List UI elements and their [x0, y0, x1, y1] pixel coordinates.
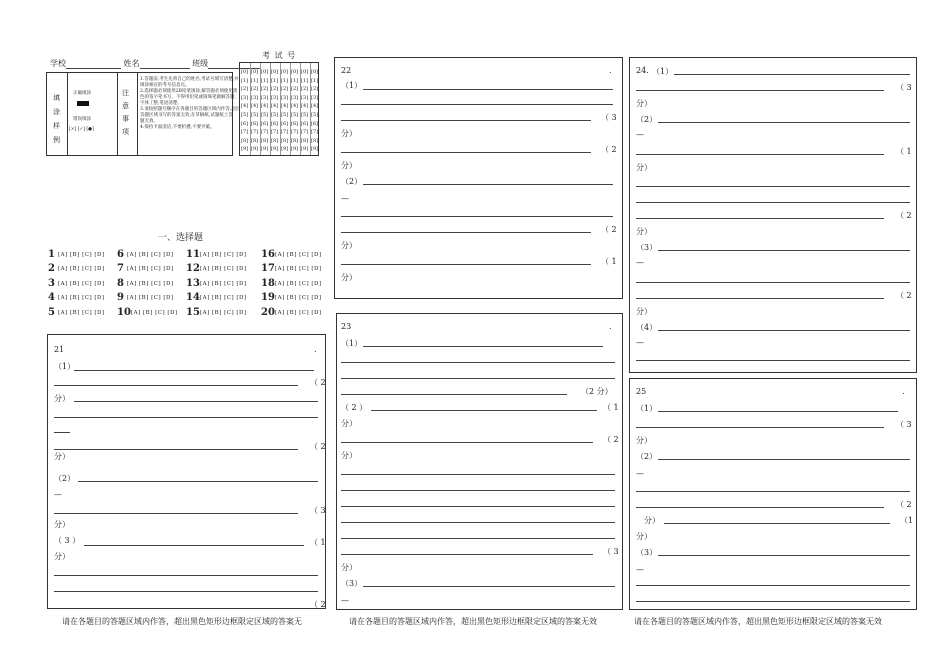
exam-no-bubble[interactable]: [6] — [311, 120, 319, 127]
exam-no-bubble[interactable]: [4] — [281, 103, 289, 110]
exam-no-bubble[interactable]: [7] — [241, 129, 249, 136]
choice-question-number: 1 — [48, 249, 55, 260]
correct-fill-mark — [77, 101, 89, 106]
answer-line[interactable] — [363, 586, 615, 587]
exam-no-bubble[interactable]: [7] — [301, 129, 309, 136]
exam-no-bubble[interactable]: [2] — [261, 86, 269, 93]
exam-no-bubble[interactable]: [9] — [301, 146, 309, 153]
exam-no-bubble[interactable]: [9] — [271, 146, 279, 153]
q25-box: 25 . （1） （ 3 分） （2） — （ 2 分） （1 分） （3） — — [629, 378, 917, 610]
q21-part1: （1） — [54, 362, 76, 371]
answer-line[interactable] — [341, 378, 615, 379]
choice-question-number: 17 — [261, 263, 275, 274]
exam-no-bubble[interactable]: [4] — [291, 103, 299, 110]
exam-no-bubble[interactable]: [3] — [261, 94, 269, 101]
exam-no-bubble[interactable]: [0] — [261, 69, 269, 75]
answer-line[interactable] — [341, 442, 593, 443]
answer-line[interactable] — [341, 232, 591, 233]
answer-line[interactable] — [84, 545, 304, 546]
q23-number: 23 — [341, 322, 352, 331]
exam-no-bubble[interactable]: [4] — [301, 103, 309, 110]
answer-line[interactable] — [341, 104, 613, 105]
answer-line[interactable] — [636, 427, 884, 428]
exam-no-bubble[interactable]: [9] — [261, 146, 269, 153]
choice-question-number: 18 — [261, 278, 275, 289]
exam-no-bubble[interactable]: [3] — [241, 94, 249, 101]
exam-no-bubble[interactable]: [2] — [251, 86, 259, 93]
answer-line[interactable] — [341, 152, 591, 153]
exam-no-bubble[interactable]: [3] — [311, 94, 319, 101]
exam-no-bubble[interactable]: [8] — [251, 137, 259, 144]
exam-no-bubble[interactable]: [5] — [291, 112, 299, 118]
choice-options[interactable]: [A] [B] [C] [D] — [58, 310, 105, 316]
answer-line[interactable] — [636, 218, 884, 219]
exam-no-bubble[interactable]: [5] — [281, 112, 289, 118]
footer-left: 请在各题目的答题区域内作答，超出黑色矩形边框限定区域的答案无 — [62, 617, 302, 626]
answer-line[interactable] — [341, 522, 615, 523]
answer-line[interactable] — [664, 523, 890, 524]
exam-no-bubble[interactable]: [8] — [311, 137, 319, 144]
exam-no-bubble[interactable]: [3] — [271, 94, 279, 101]
q25-number: 25 — [636, 387, 647, 396]
answer-line[interactable] — [636, 202, 910, 203]
exam-no-bubble[interactable]: [2] — [311, 86, 319, 93]
choice-question-number: 7 — [117, 263, 124, 274]
answer-line[interactable] — [74, 370, 314, 371]
choice-title: 一、选择题 — [158, 233, 204, 243]
choice-options[interactable]: [A] [B] [C] [D] — [58, 252, 105, 258]
answer-line[interactable] — [341, 120, 591, 121]
answer-line[interactable] — [341, 474, 615, 475]
answer-line[interactable] — [363, 184, 613, 185]
exam-no-bubble[interactable]: [9] — [241, 146, 249, 153]
exam-no-bubble[interactable]: [8] — [241, 137, 249, 144]
choice-options[interactable]: [A] [B] [C] [D] — [58, 281, 105, 287]
answer-line[interactable] — [658, 555, 910, 556]
answer-line[interactable] — [341, 394, 567, 395]
answer-line[interactable] — [341, 490, 615, 491]
school-field[interactable] — [66, 60, 121, 69]
exam-no-bubble[interactable]: [8] — [291, 137, 299, 144]
answer-line[interactable] — [658, 250, 910, 251]
exam-no-bubble[interactable]: [1] — [241, 77, 249, 84]
exam-no-bubble[interactable]: [3] — [291, 94, 299, 101]
choice-question-number: 8 — [117, 278, 124, 289]
exam-no-bubble[interactable]: [1] — [271, 77, 279, 84]
choice-options[interactable]: [A] [B] [C] [D] — [275, 310, 322, 316]
answer-line[interactable] — [54, 449, 298, 450]
choice-question-number: 4 — [48, 292, 55, 303]
answer-line[interactable] — [54, 575, 318, 576]
name-field[interactable] — [140, 60, 190, 69]
exam-no-bubble[interactable]: [1] — [281, 77, 289, 84]
exam-no-bubble[interactable]: [5] — [311, 112, 319, 118]
exam-no-bubble[interactable]: [5] — [301, 112, 309, 118]
exam-no-bubble[interactable]: [0] — [291, 69, 299, 75]
choice-options[interactable]: [A] [B] [C] [D] — [127, 281, 174, 287]
q24-part2: （2） — [636, 115, 658, 124]
exam-no-bubble[interactable]: [0] — [301, 69, 309, 75]
exam-no-bubble[interactable]: [7] — [261, 129, 269, 136]
choice-question-number: 13 — [186, 278, 200, 289]
choice-question-number: 6 — [117, 249, 124, 260]
answer-line[interactable] — [341, 362, 615, 363]
exam-no-title: 考 试 号 — [262, 51, 297, 60]
exam-no-bubble[interactable]: [6] — [301, 120, 309, 127]
choice-question-number: 3 — [48, 278, 55, 289]
exam-no-bubble[interactable]: [2] — [241, 86, 249, 93]
exam-no-bubble[interactable]: [1] — [301, 77, 309, 84]
q25-part1: （1） — [636, 404, 658, 413]
q25-part2: （2） — [636, 452, 658, 461]
choice-question-number: 15 — [186, 307, 200, 318]
choice-question-number: 12 — [186, 263, 200, 274]
answer-line[interactable] — [54, 513, 298, 514]
exam-no-bubble[interactable]: [4] — [271, 103, 279, 110]
exam-no-bubble[interactable]: [7] — [251, 129, 259, 136]
q21-part3: （ 3 ） — [54, 536, 81, 545]
answer-line[interactable] — [636, 298, 884, 299]
q22-part2: （2） — [341, 177, 363, 186]
q24-part3: （3） — [636, 243, 658, 252]
answer-line[interactable] — [674, 74, 910, 75]
answer-line[interactable] — [658, 122, 910, 123]
q23-part1: （1） — [341, 339, 363, 348]
choice-options[interactable]: [A] [B] [C] [D] — [127, 295, 174, 301]
choice-options[interactable]: [A] [B] [C] [D] — [200, 281, 247, 287]
exam-no-bubble[interactable]: [2] — [271, 86, 279, 93]
choice-options[interactable]: [A] [B] [C] [D] — [200, 266, 247, 272]
q22-part1: （1） — [341, 81, 363, 90]
answer-line[interactable] — [636, 585, 910, 586]
exam-no-bubble[interactable]: [2] — [301, 86, 309, 93]
header-fields — [50, 58, 260, 69]
exam-no-bubble[interactable]: [6] — [251, 120, 259, 127]
exam-no-bubble[interactable]: [8] — [301, 137, 309, 144]
exam-no-bubble[interactable]: [0] — [281, 69, 289, 75]
exam-no-bubble[interactable]: [4] — [251, 103, 259, 110]
q23-part2: （ 2 ） — [341, 403, 368, 412]
exam-no-bubble[interactable]: [1] — [261, 77, 269, 84]
exam-no-bubble[interactable]: [1] — [291, 77, 299, 84]
choice-options[interactable]: [A] [B] [C] [D] — [127, 266, 174, 272]
answer-line[interactable] — [658, 411, 898, 412]
exam-no-bubble[interactable]: [5] — [251, 112, 259, 118]
footer-middle: 请在各题目的答题区域内作答，超出黑色矩形边框限定区域的答案无效 — [349, 617, 597, 626]
choice-question-number: 5 — [48, 307, 55, 318]
exam-no-bubble[interactable]: [8] — [281, 137, 289, 144]
fill-example-title: 填 涂 样 例 — [53, 94, 60, 144]
choice-options[interactable]: [A] [B] [C] [D] — [275, 281, 322, 287]
exam-no-bubble[interactable]: [4] — [261, 103, 269, 110]
answer-line[interactable] — [54, 591, 318, 592]
answer-line[interactable] — [636, 360, 910, 361]
answer-line[interactable] — [78, 481, 318, 482]
answer-line[interactable] — [54, 417, 318, 418]
answer-line[interactable] — [341, 538, 615, 539]
q24-box: 24. （1） （ 3 分） （2） — （ 1 分） （ 2 分） （3） — （ 2 分） （4） — — [629, 57, 917, 373]
choice-options[interactable]: [A] [B] [C] [D] — [200, 295, 247, 301]
exam-no-bubble[interactable]: [6] — [291, 120, 299, 127]
answer-line[interactable] — [371, 410, 597, 411]
choice-question-number: 20 — [261, 307, 275, 318]
exam-no-bubble[interactable]: [0] — [311, 69, 319, 75]
answer-line[interactable] — [636, 154, 884, 155]
answer-line[interactable] — [341, 216, 613, 217]
exam-no-bubble[interactable]: [5] — [241, 112, 249, 118]
exam-no-bubble[interactable]: [0] — [241, 69, 249, 75]
class-label: 班级 — [192, 59, 209, 68]
correct-fill-label: 正确填涂 — [73, 91, 91, 96]
q21-box: 21 . （1） （ 2 分） （ 2 分） （2） — （ 3 分） （ 3 ） （ 1 分） （ 2 — [47, 334, 326, 609]
choice-options[interactable]: [A] [B] [C] [D] — [58, 266, 105, 272]
choice-options[interactable]: [A] [B] [C] [D] — [275, 295, 322, 301]
exam-no-bubble[interactable]: [9] — [311, 146, 319, 153]
answer-line[interactable] — [658, 459, 910, 460]
choice-question-number: 11 — [186, 249, 200, 260]
answer-line[interactable] — [636, 90, 884, 91]
exam-no-bubble[interactable]: [5] — [271, 112, 279, 118]
exam-no-bubble[interactable]: [3] — [281, 94, 289, 101]
choice-options[interactable]: [A] [B] [C] [D] — [131, 310, 178, 316]
answer-line[interactable] — [636, 186, 910, 187]
exam-no-bubble[interactable]: [9] — [291, 146, 299, 153]
exam-no-bubble[interactable]: [5] — [261, 112, 269, 118]
wrong-fill-marks: [×] [✓] [●] — [69, 127, 94, 132]
choice-options[interactable]: [A] [B] [C] [D] — [200, 252, 247, 258]
school-label: 学校 — [50, 59, 66, 68]
exam-no-bubble[interactable]: [0] — [271, 69, 279, 75]
choice-options[interactable]: [A] [B] [C] [D] — [200, 310, 247, 316]
exam-no-bubble[interactable]: [1] — [251, 77, 259, 84]
choice-question-number: 19 — [261, 292, 275, 303]
exam-no-bubble[interactable]: [8] — [261, 137, 269, 144]
exam-no-bubble[interactable]: [6] — [271, 120, 279, 127]
answer-line[interactable] — [636, 507, 884, 508]
q25-part3: （3） — [636, 548, 658, 557]
instructions-box — [46, 72, 241, 156]
name-label: 姓名 — [123, 59, 140, 68]
answer-line[interactable] — [658, 330, 910, 331]
answer-line[interactable] — [636, 282, 910, 283]
q23-part3: （3） — [341, 579, 363, 588]
choice-question-number: 2 — [48, 263, 55, 274]
notes-list: 1.答题前,考生先将自己的姓名,考试号填写清楚,并 填涂相应的考号信息点。 2.选择题必须使用2B铅笔填涂,解答题必须使用黑 色的签字笔书写，不得用铅笔或圆珠笔做解答题, 字体工整,笔迹清楚。 3.请按照题号顺序在各题目的答题区域内作答,超出 答题区域书写的答案无效,在草稿纸,试题纸上答 题无效。 4.保持卡面清洁,不要折叠,不要弄破。 — [140, 77, 241, 130]
choice-question-number: 9 — [117, 292, 124, 303]
answer-line[interactable] — [636, 491, 910, 492]
exam-no-bubble[interactable]: [6] — [281, 120, 289, 127]
choice-question-number: 14 — [186, 292, 200, 303]
exam-no-bubble[interactable]: [0] — [251, 69, 259, 75]
q24-part1: （1） — [652, 67, 674, 76]
exam-no-bubble[interactable]: [3] — [251, 94, 259, 101]
exam-no-bubble[interactable]: [4] — [241, 103, 249, 110]
q21-number: 21 — [54, 345, 65, 354]
answer-line[interactable] — [636, 601, 910, 602]
exam-no-bubble[interactable]: [4] — [311, 103, 319, 110]
answer-line[interactable] — [363, 89, 613, 90]
notes-title: 注 意 事 项 — [122, 89, 129, 136]
exam-no-bubble[interactable]: [7] — [291, 129, 299, 136]
footer-right: 请在各题目的答题区域内作答，超出黑色矩形边框限定区域的答案无效 — [634, 617, 882, 626]
choice-question-number: 10 — [117, 307, 131, 318]
exam-no-bubble[interactable]: [2] — [281, 86, 289, 93]
exam-no-bubble[interactable]: [9] — [281, 146, 289, 153]
answer-line[interactable] — [341, 506, 615, 507]
exam-no-bubble[interactable]: [6] — [241, 120, 249, 127]
answer-line[interactable] — [74, 401, 318, 402]
exam-no-grid[interactable] — [239, 62, 319, 156]
choice-options[interactable]: [A] [B] [C] [D] — [275, 266, 322, 272]
answer-line[interactable] — [54, 432, 70, 433]
exam-no-bubble[interactable]: [3] — [301, 94, 309, 101]
answer-line[interactable] — [54, 385, 298, 386]
choice-options[interactable]: [A] [B] [C] [D] — [58, 295, 105, 301]
answer-line[interactable] — [341, 264, 591, 265]
wrong-fill-label: 错误填涂 — [73, 117, 91, 122]
exam-no-bubble[interactable]: [7] — [271, 129, 279, 136]
exam-no-bubble[interactable]: [1] — [311, 77, 319, 84]
exam-no-bubble[interactable]: [2] — [291, 86, 299, 93]
exam-no-bubble[interactable]: [6] — [261, 120, 269, 127]
q22-box: 22 . （1） （ 3 分） （ 2 分） （2） — （ 2 分） （ 1 分） — [334, 57, 623, 299]
q24-number: 24. — [636, 66, 649, 75]
q22-number: 22 — [341, 66, 352, 75]
exam-no-bubble[interactable]: [9] — [251, 146, 259, 153]
q23-box: 23 . （1） （2 分） （ 2 ） （ 1 分） （ 2 分） （ 3 分） （3） — — [336, 313, 623, 610]
answer-line[interactable] — [363, 346, 603, 347]
exam-no-bubble[interactable]: [7] — [311, 129, 319, 136]
choice-options[interactable]: [A] [B] [C] [D] — [275, 252, 322, 258]
choice-options[interactable]: [A] [B] [C] [D] — [127, 252, 174, 258]
q24-part4: （4） — [636, 323, 658, 332]
exam-no-bubble[interactable]: [8] — [271, 137, 279, 144]
answer-line[interactable] — [341, 554, 593, 555]
choice-question-number: 16 — [261, 249, 275, 260]
q21-part2: （2） — [54, 474, 76, 483]
exam-no-bubble[interactable]: [7] — [281, 129, 289, 136]
